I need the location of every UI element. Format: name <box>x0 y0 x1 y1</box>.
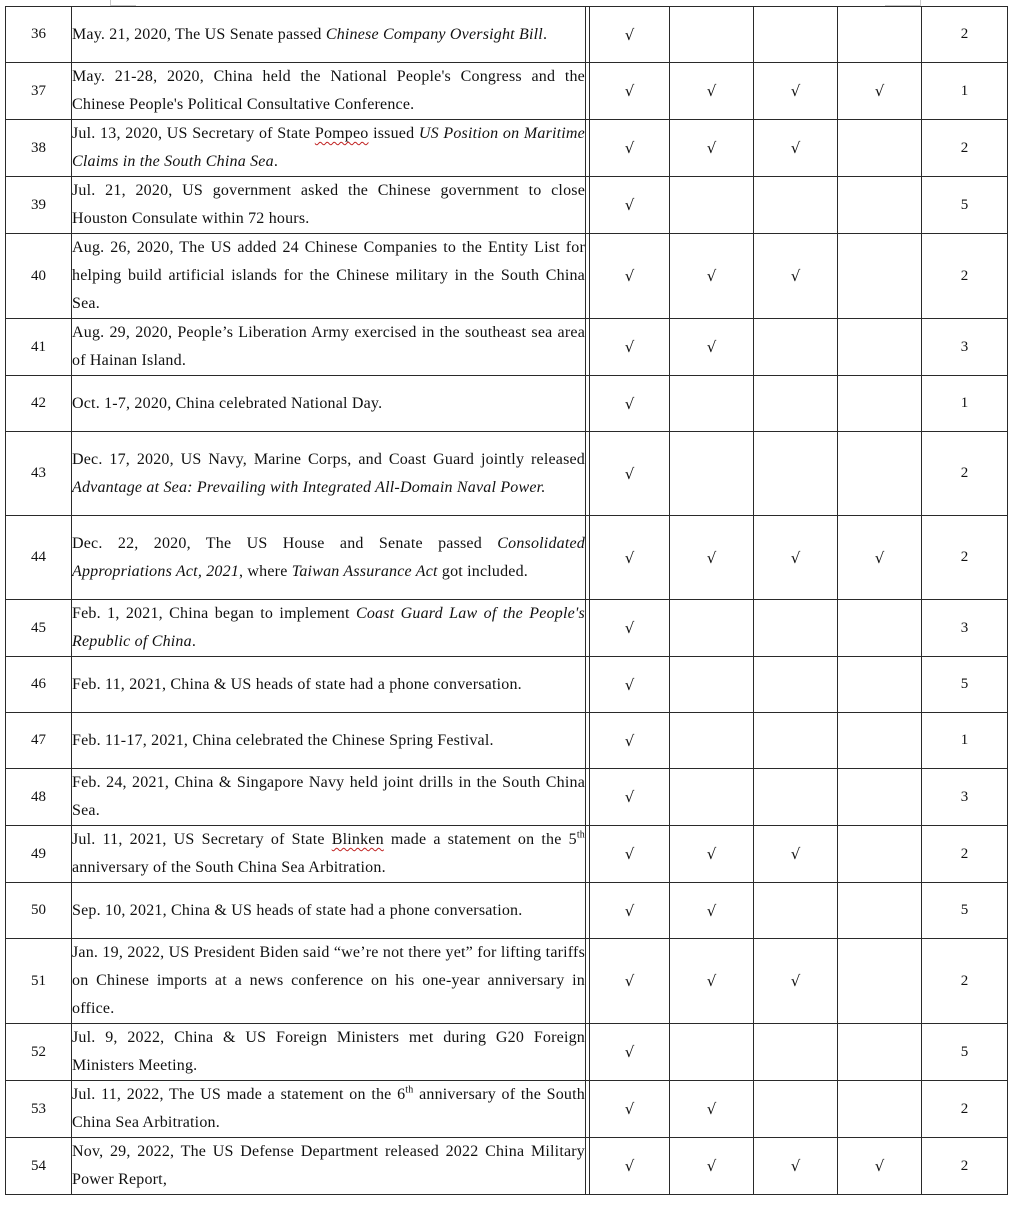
table-row <box>6 1081 1008 1138</box>
check-mark-icon: √ <box>624 267 635 285</box>
check-cell-4 <box>838 657 922 713</box>
description-text: got included. <box>437 562 529 580</box>
check-cell-3 <box>754 234 838 319</box>
check-cell-2 <box>670 657 754 713</box>
check-mark-icon: √ <box>624 338 635 356</box>
table-row <box>6 1138 1008 1195</box>
table-row <box>6 883 1008 939</box>
description-text: Aug. 29, 2020, People’s Liberation Army exercised in the southeast sea area of Hainan Island. <box>72 324 585 369</box>
table-row <box>6 657 1008 713</box>
event-level: 5 <box>922 657 1008 713</box>
check-mark-icon: √ <box>790 972 801 990</box>
table-row <box>6 432 1008 516</box>
check-cell-4 <box>838 1138 922 1195</box>
check-mark-icon: √ <box>624 1100 635 1118</box>
check-cell-4 <box>838 177 922 234</box>
check-cell-3 <box>754 1024 838 1081</box>
event-number: 43 <box>6 432 72 516</box>
event-level: 2 <box>922 432 1008 516</box>
check-cell-1 <box>590 1138 670 1195</box>
table-row <box>6 63 1008 120</box>
event-description <box>72 120 586 177</box>
check-cell-3 <box>754 826 838 883</box>
check-cell-2 <box>670 1081 754 1138</box>
check-cell-1 <box>590 63 670 120</box>
check-mark-icon: √ <box>790 82 801 100</box>
check-mark-icon: √ <box>790 1157 801 1175</box>
check-cell-4 <box>838 234 922 319</box>
description-text: Jul. 9, 2022, China & US Foreign Ministers met during G20 Foreign Ministers Meeting. <box>72 1029 585 1074</box>
check-mark-icon: √ <box>624 972 635 990</box>
check-cell-3 <box>754 177 838 234</box>
description-text: anniversary of the South China Sea Arbitration. <box>72 859 386 876</box>
table-row <box>6 826 1008 883</box>
event-level: 2 <box>922 7 1008 63</box>
event-description <box>72 657 586 713</box>
check-cell-1 <box>590 939 670 1024</box>
event-level: 1 <box>922 376 1008 432</box>
check-mark-icon: √ <box>624 1157 635 1175</box>
check-cell-4 <box>838 7 922 63</box>
check-mark-icon: √ <box>624 139 635 157</box>
check-mark-icon: √ <box>624 394 635 413</box>
description-text: Aug. 26, 2020, The US added 24 Chinese Companies to the Entity List for helping build artificial islands for the Chinese military in the South China Sea. <box>72 239 585 312</box>
check-cell-2 <box>670 7 754 63</box>
event-description <box>72 1024 586 1081</box>
description-text: th <box>576 829 585 841</box>
check-cell-3 <box>754 1081 838 1138</box>
table-row <box>6 319 1008 376</box>
check-cell-1 <box>590 177 670 234</box>
italic-title-text: US Position on Maritime Claims in the South China Sea <box>72 125 585 170</box>
description-text: anniversary of the South China Sea Arbitration. <box>72 1086 585 1131</box>
check-cell-1 <box>590 883 670 939</box>
event-description <box>72 319 586 376</box>
check-mark-icon: √ <box>706 1100 717 1118</box>
table-row <box>6 376 1008 432</box>
check-cell-1 <box>590 657 670 713</box>
event-level: 5 <box>922 177 1008 234</box>
event-description <box>72 1081 586 1138</box>
event-level: 5 <box>922 883 1008 939</box>
description-text: Sep. 10, 2021, China & US heads of state had a phone conversation. <box>72 901 523 919</box>
check-mark-icon: √ <box>706 267 717 285</box>
check-mark-icon: √ <box>624 196 635 214</box>
check-mark-icon: √ <box>706 1157 717 1175</box>
check-cell-1 <box>590 376 670 432</box>
check-cell-4 <box>838 516 922 600</box>
event-description <box>72 7 586 63</box>
description-text: Feb. 11-17, 2021, China celebrated the Chinese Spring Festival. <box>72 731 494 749</box>
table-row <box>6 234 1008 319</box>
description-text: Jul. 11, 2021, US Secretary of State <box>72 831 332 848</box>
check-cell-2 <box>670 63 754 120</box>
check-mark-icon: √ <box>874 548 885 567</box>
event-number: 38 <box>6 120 72 177</box>
check-cell-2 <box>670 826 754 883</box>
description-text: Jul. 13, 2020, US Secretary of State <box>72 125 315 142</box>
check-cell-4 <box>838 939 922 1024</box>
check-cell-1 <box>590 713 670 769</box>
event-description <box>72 883 586 939</box>
event-level: 1 <box>922 713 1008 769</box>
event-description <box>72 516 586 600</box>
check-cell-4 <box>838 883 922 939</box>
event-number: 39 <box>6 177 72 234</box>
event-level: 5 <box>922 1024 1008 1081</box>
check-cell-3 <box>754 769 838 826</box>
check-mark-icon: √ <box>624 548 635 567</box>
check-cell-3 <box>754 7 838 63</box>
check-cell-3 <box>754 657 838 713</box>
event-level: 2 <box>922 234 1008 319</box>
check-mark-icon: √ <box>790 845 801 863</box>
check-cell-1 <box>590 769 670 826</box>
description-text: Dec. 22, 2020, The US House and Senate passed <box>72 534 498 552</box>
description-text: Feb. 1, 2021, China began to implement <box>72 605 356 622</box>
event-level: 2 <box>922 1081 1008 1138</box>
check-cell-2 <box>670 177 754 234</box>
check-cell-1 <box>590 516 670 600</box>
check-cell-2 <box>670 319 754 376</box>
check-mark-icon: √ <box>624 1043 635 1061</box>
event-description <box>72 376 586 432</box>
description-text: May. 21, 2020, The US Senate passed <box>72 25 326 43</box>
description-text: May. 21-28, 2020, China held the National People's Congress and the Chinese People's Political Consultative Conference. <box>72 68 585 113</box>
event-description <box>72 432 586 516</box>
check-cell-2 <box>670 713 754 769</box>
event-number: 54 <box>6 1138 72 1195</box>
description-text: Jul. 21, 2020, US government asked the Chinese government to close Houston Consulate within 72 hours. <box>72 182 585 227</box>
event-number: 47 <box>6 713 72 769</box>
event-number: 40 <box>6 234 72 319</box>
check-cell-3 <box>754 516 838 600</box>
check-cell-2 <box>670 516 754 600</box>
check-mark-icon: √ <box>706 139 717 157</box>
event-description <box>72 939 586 1024</box>
event-level: 2 <box>922 939 1008 1024</box>
event-level: 2 <box>922 516 1008 600</box>
event-level: 3 <box>922 600 1008 657</box>
check-cell-4 <box>838 432 922 516</box>
check-mark-icon: √ <box>706 338 717 356</box>
events-table <box>5 6 1008 1195</box>
check-cell-2 <box>670 600 754 657</box>
event-number: 44 <box>6 516 72 600</box>
description-text: th <box>405 1084 414 1096</box>
table-row <box>6 177 1008 234</box>
check-mark-icon: √ <box>624 845 635 863</box>
events-table-body <box>6 7 1008 1195</box>
spellcheck-flagged-word: Blinken <box>331 831 384 848</box>
check-cell-1 <box>590 319 670 376</box>
italic-title-text: Coast Guard Law of the People's Republic of China <box>72 605 585 650</box>
check-cell-3 <box>754 1138 838 1195</box>
event-description <box>72 1138 586 1195</box>
check-cell-2 <box>670 769 754 826</box>
event-level: 1 <box>922 63 1008 120</box>
description-text: Feb. 11, 2021, China & US heads of state had a phone conversation. <box>72 675 522 693</box>
check-cell-4 <box>838 769 922 826</box>
check-mark-icon: √ <box>706 548 717 567</box>
check-cell-4 <box>838 63 922 120</box>
check-mark-icon: √ <box>624 788 635 806</box>
description-text: . <box>191 633 197 650</box>
italic-title-text: Chinese Company Oversight Bill <box>325 25 543 43</box>
check-cell-4 <box>838 376 922 432</box>
check-cell-4 <box>838 1024 922 1081</box>
check-cell-4 <box>838 319 922 376</box>
check-mark-icon: √ <box>874 82 885 100</box>
check-cell-2 <box>670 1024 754 1081</box>
check-cell-4 <box>838 1081 922 1138</box>
event-number: 37 <box>6 63 72 120</box>
description-text: Feb. 24, 2021, China & Singapore Navy held joint drills in the South China Sea. <box>72 774 585 819</box>
description-text: issued <box>368 125 419 142</box>
check-cell-1 <box>590 234 670 319</box>
event-number: 49 <box>6 826 72 883</box>
check-mark-icon: √ <box>624 25 635 44</box>
description-text: Nov, 29, 2022, The US Defense Department released 2022 China Military Power Report, <box>72 1143 585 1188</box>
event-level: 2 <box>922 120 1008 177</box>
description-text: Jul. 11, 2022, The US made a statement on the 6 <box>72 1086 406 1103</box>
check-cell-2 <box>670 234 754 319</box>
check-cell-3 <box>754 376 838 432</box>
check-mark-icon: √ <box>706 845 717 863</box>
event-number: 50 <box>6 883 72 939</box>
check-cell-1 <box>590 432 670 516</box>
description-text: Jan. 19, 2022, US President Biden said “we’re not there yet” for lifting tariffs on Chinese imports at a news conference on his one-year anniversary in office. <box>72 944 585 1017</box>
check-mark-icon: √ <box>624 464 635 483</box>
table-row <box>6 120 1008 177</box>
spellcheck-flagged-word: Pompeo <box>314 125 369 142</box>
italic-title-text: Taiwan Assurance Act <box>291 562 438 580</box>
check-cell-2 <box>670 939 754 1024</box>
check-mark-icon: √ <box>624 82 635 100</box>
check-mark-icon: √ <box>706 901 717 920</box>
check-mark-icon: √ <box>874 1157 885 1175</box>
italic-title-text: Advantage at Sea: Prevailing with Integrated All-Domain Naval Power. <box>72 478 546 496</box>
check-cell-3 <box>754 63 838 120</box>
description-text: Dec. 17, 2020, US Navy, Marine Corps, and Coast Guard jointly released <box>72 450 585 468</box>
check-mark-icon: √ <box>624 901 635 920</box>
check-cell-3 <box>754 120 838 177</box>
event-description <box>72 177 586 234</box>
check-mark-icon: √ <box>790 548 801 567</box>
event-number: 41 <box>6 319 72 376</box>
description-text: , where <box>239 562 292 580</box>
event-number: 51 <box>6 939 72 1024</box>
event-level: 2 <box>922 1138 1008 1195</box>
check-cell-3 <box>754 600 838 657</box>
check-cell-3 <box>754 319 838 376</box>
event-number: 45 <box>6 600 72 657</box>
event-number: 53 <box>6 1081 72 1138</box>
check-cell-1 <box>590 600 670 657</box>
check-cell-3 <box>754 432 838 516</box>
check-cell-2 <box>670 1138 754 1195</box>
table-row <box>6 7 1008 63</box>
check-mark-icon: √ <box>624 675 635 694</box>
check-mark-icon: √ <box>790 139 801 157</box>
table-row <box>6 769 1008 826</box>
check-cell-3 <box>754 883 838 939</box>
check-cell-4 <box>838 826 922 883</box>
description-text: . <box>542 25 548 43</box>
event-number: 52 <box>6 1024 72 1081</box>
table-row <box>6 1024 1008 1081</box>
check-mark-icon: √ <box>624 731 635 750</box>
event-level: 3 <box>922 769 1008 826</box>
table-row <box>6 600 1008 657</box>
description-text: made a statement on the 5 <box>383 831 577 848</box>
check-cell-4 <box>838 120 922 177</box>
check-cell-4 <box>838 713 922 769</box>
check-cell-2 <box>670 120 754 177</box>
check-cell-1 <box>590 826 670 883</box>
event-number: 48 <box>6 769 72 826</box>
check-cell-2 <box>670 432 754 516</box>
check-cell-1 <box>590 7 670 63</box>
check-cell-1 <box>590 1081 670 1138</box>
check-cell-2 <box>670 883 754 939</box>
table-row <box>6 939 1008 1024</box>
check-mark-icon: √ <box>706 972 717 990</box>
description-text: Oct. 1-7, 2020, China celebrated National Day. <box>72 394 383 412</box>
event-number: 46 <box>6 657 72 713</box>
event-description <box>72 769 586 826</box>
check-cell-1 <box>590 120 670 177</box>
event-number: 36 <box>6 7 72 63</box>
check-cell-2 <box>670 376 754 432</box>
event-level: 3 <box>922 319 1008 376</box>
check-cell-3 <box>754 939 838 1024</box>
check-cell-1 <box>590 1024 670 1081</box>
check-cell-3 <box>754 713 838 769</box>
description-text: . <box>273 153 279 170</box>
check-mark-icon: √ <box>706 82 717 100</box>
event-description <box>72 234 586 319</box>
event-description <box>72 826 586 883</box>
table-row <box>6 713 1008 769</box>
check-mark-icon: √ <box>624 619 635 637</box>
check-cell-4 <box>838 600 922 657</box>
event-description <box>72 600 586 657</box>
event-number: 42 <box>6 376 72 432</box>
italic-title-text: Consolidated Appropriations Act, 2021 <box>72 534 585 580</box>
table-row <box>6 516 1008 600</box>
event-level: 2 <box>922 826 1008 883</box>
event-description <box>72 713 586 769</box>
event-description <box>72 63 586 120</box>
check-mark-icon: √ <box>790 267 801 285</box>
